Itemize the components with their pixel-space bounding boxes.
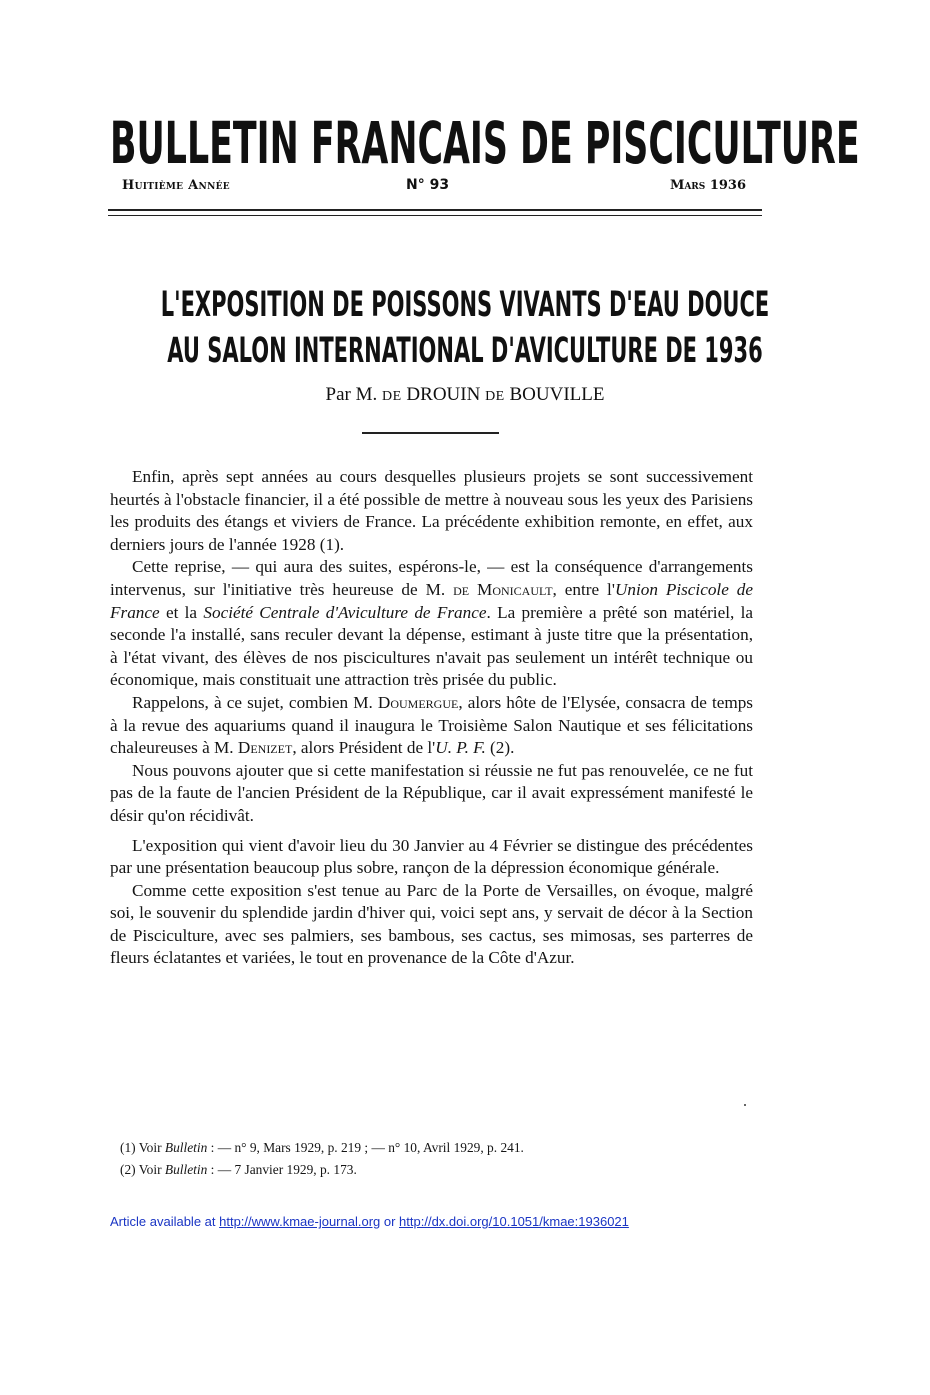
person-name-doumergue: Doumergue	[377, 692, 459, 712]
paragraph-3-text-b: , alors hôte de l'Elysée, consacra de temps à la revue des aquariums quand il inaugura le Troisième Salon Nautique et ses félicitations chaleureuses à M.	[110, 692, 753, 758]
footnote-1	[120, 1137, 720, 1159]
paragraph-2	[110, 556, 753, 692]
article-title-line-2: AU SALON INTERNATIONAL D'AVICULTURE DE 1936	[167, 331, 763, 371]
title-separator	[362, 432, 499, 434]
journal-masthead	[110, 109, 860, 177]
footnote-1-text: : — n° 9, Mars 1929, p. 219 ; — n° 10, Avril 1929, p. 241.	[207, 1140, 524, 1155]
doi-link[interactable]: http://dx.doi.org/10.1051/kmae:1936021	[399, 1214, 629, 1229]
issue-number: N° 93	[406, 177, 450, 193]
footnote-2-ref: Bulletin	[164, 1162, 208, 1177]
article-title	[100, 282, 830, 374]
byline-name-2: BOUVILLE	[509, 384, 605, 405]
person-name-de-monicault: de Monicault	[453, 579, 553, 599]
footnote-2-text: : — 7 Janvier 1929, p. 173.	[207, 1162, 357, 1177]
paragraph-2-text-b: , entre l'	[552, 579, 615, 599]
footnote-2	[120, 1159, 720, 1181]
footnote-1-number: (1) Voir	[120, 1140, 165, 1155]
header-rule-thin	[108, 215, 762, 216]
paragraph-2-text-c: et la	[159, 602, 204, 622]
access-prefix: Article available at	[110, 1214, 220, 1229]
byline-particle-2: DE	[485, 389, 505, 404]
paragraph-3-text-a: Rappelons, à ce sujet, combien M.	[132, 692, 373, 712]
year-label: Huitième Année	[122, 178, 230, 193]
paragraph-2-text-a: Cette reprise, — qui aura des suites, espérons-le, — est la conséquence d'arrangements intervenus, sur l'initiative très heureuse de M.	[110, 557, 753, 599]
journal-site-link[interactable]: http://www.kmae-journal.org	[219, 1214, 381, 1229]
footnote-1-ref: Bulletin	[164, 1140, 208, 1155]
paragraph-1: Enfin, après sept années au cours desquelles plusieurs projets se sont successivement heurtés à l'obstacle financier, il a été possible de mettre à nouveau sous les yeux des Parisiens les produits des étangs et viviers de France. La précédente exhibition remonte, en effet, aux derniers jours de l'année 1928 (1).	[110, 467, 753, 554]
header-rule-thick	[108, 209, 762, 211]
author-byline	[200, 384, 730, 406]
paragraph-3-text-c: , alors Président de l'	[292, 738, 436, 758]
article-access-line	[110, 1214, 810, 1229]
footnote-2-number: (2) Voir	[120, 1162, 165, 1177]
byline-particle-1: DE	[382, 389, 402, 404]
paragraph-2-text-d: . La première a prêté son matériel, la seconde l'a installé, sans reculer devant la dépense, estimant à juste titre que la présentation, à l'état vivant, des élèves de nos piscicultures n'avait pas seulement un intérêt technique ou économique, mais constituait une attraction très prisée du public.	[110, 602, 753, 690]
paragraph-3-text-d: (2).	[485, 738, 515, 758]
access-middle: or	[380, 1214, 400, 1229]
person-name-denizet: Denizet	[237, 738, 293, 758]
organization-name-upf: Union Piscicole de France	[110, 579, 753, 622]
article-title-line-1: L'EXPOSITION DE POISSONS VIVANTS D'EAU DOUCE	[160, 285, 770, 325]
paragraph-4: Nous pouvons ajouter que si cette manifestation si réussie ne fut pas renouvelée, ce ne fut pas de la faute de l'ancien Président de la République, car il avait expressément manifesté le désir qu'on récidivât.	[110, 760, 753, 825]
footnotes	[120, 1137, 720, 1181]
issue-info-line	[122, 178, 746, 198]
abbreviation-upf: U. P. F.	[435, 738, 486, 758]
organization-name-sca: Société Centrale d'Aviculture de France	[203, 602, 487, 622]
paragraph-5: L'exposition qui vient d'avoir lieu du 30 Janvier au 4 Février se distingue des précédentes par une présentation beaucoup plus sobre, rançon de la dépression économique générale.	[110, 835, 753, 878]
issue-date: Mars 1936	[669, 178, 746, 193]
byline-name-1: DROUIN	[406, 384, 481, 405]
paragraph-3	[110, 692, 753, 760]
paragraph-6: Comme cette exposition s'est tenue au Parc de la Porte de Versailles, on évoque, malgré soi, le souvenir du splendide jardin d'hiver qui, voici sept ans, y servait de décor à la Section de Pisciculture, avec ses palmiers, ses bambous, ses cactus, ses mimosas, ses parterres de fleurs éclatantes et variées, le tout en provenance de la Côte d'Azur.	[110, 880, 753, 968]
journal-title: BULLETIN FRANCAIS DE PISCICULTURE	[110, 109, 860, 177]
print-speck	[744, 1104, 746, 1106]
byline-par: Par M.	[325, 384, 378, 405]
article-body	[110, 466, 753, 970]
